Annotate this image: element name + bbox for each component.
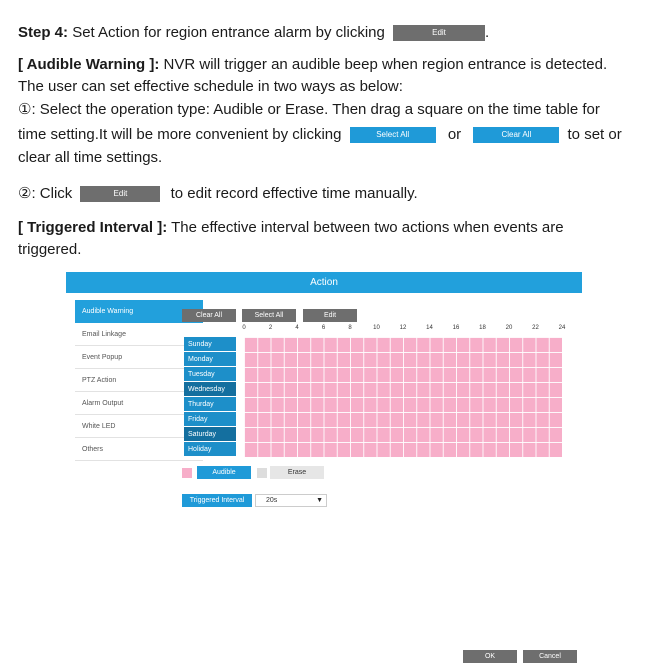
way1-text: time setting.It will be more convenient by clicking xyxy=(18,126,342,143)
audible-warning-line xyxy=(18,56,607,74)
paragraph-line: clear all time settings. xyxy=(18,149,163,166)
paragraph-line: The user can set effective schedule in two ways as below: xyxy=(18,78,403,95)
day-label-friday[interactable]: Friday xyxy=(184,412,236,427)
ok-button[interactable]: OK xyxy=(463,650,517,663)
step4-text: Set Action for region entrance alarm by clicking xyxy=(72,24,385,41)
hour-label: 2 xyxy=(268,325,273,331)
sidebar-item-others[interactable]: Others xyxy=(75,438,203,461)
audible-swatch-icon xyxy=(182,468,192,478)
triggered-interval-select[interactable] xyxy=(255,494,327,507)
hour-label: 14 xyxy=(426,325,433,331)
select-all-button[interactable]: Select All xyxy=(242,309,296,322)
inline-clear-all-button[interactable]: Clear All xyxy=(473,127,559,143)
dialog-title: Action xyxy=(66,272,582,293)
day-label-monday[interactable]: Monday xyxy=(184,352,236,367)
step4-label: Step 4: xyxy=(18,24,69,41)
hour-label: 20 xyxy=(505,325,513,331)
way1-end-text: to set or xyxy=(567,126,622,143)
hour-label: 24 xyxy=(558,325,566,331)
sidebar-item-ptz-action[interactable]: PTZ Action xyxy=(75,369,203,392)
inline-edit-button[interactable]: Edit xyxy=(80,186,160,202)
triggered-interval-label: Triggered Interval xyxy=(182,494,252,507)
day-label-sunday[interactable]: Sunday xyxy=(184,337,236,352)
hour-label: 0 xyxy=(242,325,246,331)
caret-down-icon: ▼ xyxy=(316,497,323,504)
sidebar-item-white-led[interactable]: White LED xyxy=(75,415,203,438)
edit-button[interactable]: Edit xyxy=(303,309,357,322)
paragraph-line: triggered. xyxy=(18,241,82,258)
way1-line xyxy=(18,126,622,144)
hour-label: 6 xyxy=(321,325,326,331)
erase-button[interactable]: Erase xyxy=(270,466,324,479)
step4-end: . xyxy=(485,24,490,41)
day-label-saturday[interactable]: Saturday xyxy=(184,427,236,442)
day-label-thursday[interactable]: Thurday xyxy=(184,397,236,412)
erase-swatch-icon xyxy=(257,468,267,478)
audible-warning-text: NVR will trigger an audible beep when region entrance is detected. xyxy=(163,56,608,73)
hour-label: 22 xyxy=(532,325,539,331)
cancel-button[interactable]: Cancel xyxy=(523,650,577,663)
paragraph-line: ①: Select the operation type: Audible or Erase. Then drag a square on the time table for xyxy=(18,101,600,118)
audible-button[interactable]: Audible xyxy=(197,466,251,479)
inline-edit-button[interactable]: Edit xyxy=(393,25,485,41)
schedule-grid[interactable] xyxy=(244,337,562,457)
audible-warning-title: [ Audible Warning ]: xyxy=(18,56,160,73)
sidebar-item-event-popup[interactable]: Event Popup xyxy=(75,346,203,369)
way2-end-text: to edit record effective time manually. xyxy=(170,185,418,202)
hour-label: 18 xyxy=(479,325,486,331)
day-label-wednesday[interactable]: Wednesday xyxy=(184,382,236,397)
day-column xyxy=(184,337,236,457)
clear-all-button[interactable]: Clear All xyxy=(182,309,236,322)
way2-text: ②: Click xyxy=(18,185,73,202)
action-dialog xyxy=(66,272,582,668)
triggered-interval-line xyxy=(18,219,564,237)
triggered-interval-text: The effective interval between two actions when events are xyxy=(171,219,564,236)
step4-line xyxy=(18,24,489,42)
hour-label: 8 xyxy=(348,325,352,331)
hour-label: 16 xyxy=(452,325,460,331)
hour-label: 10 xyxy=(373,325,380,331)
triggered-interval-title: [ Triggered Interval ]: xyxy=(18,219,168,236)
sidebar-item-alarm-output[interactable]: Alarm Output xyxy=(75,392,203,415)
hour-label: 4 xyxy=(295,325,299,331)
day-label-tuesday[interactable]: Tuesday xyxy=(184,367,236,382)
sidebar-item-email-linkage[interactable]: Email Linkage xyxy=(75,323,203,346)
or-text: or xyxy=(447,126,462,143)
hour-label: 12 xyxy=(399,325,407,331)
inline-select-all-button[interactable]: Select All xyxy=(350,127,436,143)
triggered-interval-value: 20s xyxy=(266,497,278,504)
way2-line xyxy=(18,185,418,203)
day-label-holiday[interactable]: Holiday xyxy=(184,442,236,457)
sidebar-item-audible-warning[interactable]: Audible Warning xyxy=(75,300,203,323)
